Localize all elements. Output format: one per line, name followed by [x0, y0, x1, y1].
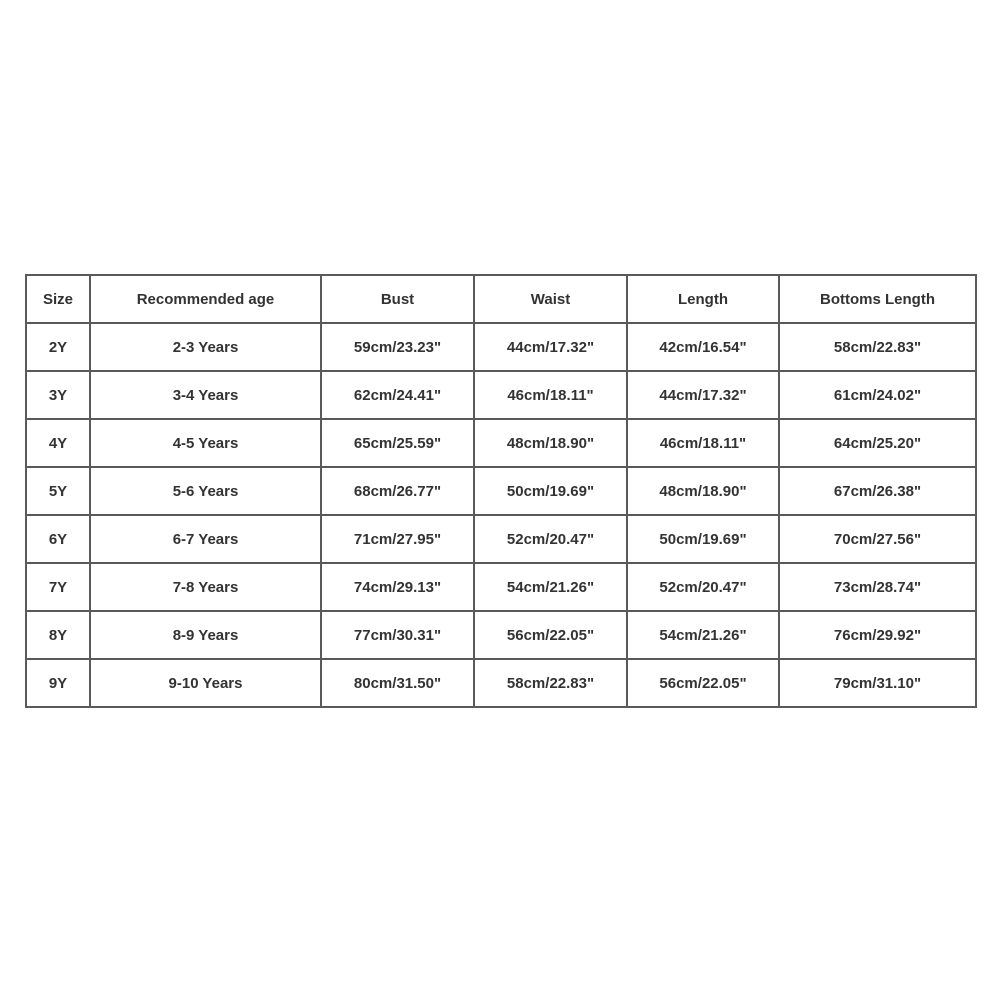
header-bust: Bust [321, 275, 474, 323]
cell-bottoms-length: 76cm/29.92" [779, 611, 976, 659]
cell-bottoms-length: 79cm/31.10" [779, 659, 976, 707]
table-row [26, 467, 976, 515]
cell-recommended-age: 3-4 Years [90, 371, 321, 419]
cell-bottoms-length: 64cm/25.20" [779, 419, 976, 467]
cell-recommended-age: 4-5 Years [90, 419, 321, 467]
size-chart-table [25, 274, 977, 708]
cell-bottoms-length: 67cm/26.38" [779, 467, 976, 515]
cell-bottoms-length: 73cm/28.74" [779, 563, 976, 611]
cell-waist: 54cm/21.26" [474, 563, 627, 611]
cell-size: 5Y [26, 467, 90, 515]
cell-length: 44cm/17.32" [627, 371, 779, 419]
table-row [26, 371, 976, 419]
cell-length: 56cm/22.05" [627, 659, 779, 707]
cell-waist: 50cm/19.69" [474, 467, 627, 515]
cell-bust: 68cm/26.77" [321, 467, 474, 515]
cell-size: 3Y [26, 371, 90, 419]
cell-bust: 71cm/27.95" [321, 515, 474, 563]
cell-length: 42cm/16.54" [627, 323, 779, 371]
table-row [26, 419, 976, 467]
header-recommended-age: Recommended age [90, 275, 321, 323]
cell-waist: 44cm/17.32" [474, 323, 627, 371]
cell-recommended-age: 7-8 Years [90, 563, 321, 611]
table-row [26, 563, 976, 611]
cell-length: 48cm/18.90" [627, 467, 779, 515]
cell-bust: 77cm/30.31" [321, 611, 474, 659]
cell-size: 6Y [26, 515, 90, 563]
cell-length: 54cm/21.26" [627, 611, 779, 659]
cell-bust: 59cm/23.23" [321, 323, 474, 371]
cell-bottoms-length: 58cm/22.83" [779, 323, 976, 371]
cell-bust: 80cm/31.50" [321, 659, 474, 707]
cell-bust: 74cm/29.13" [321, 563, 474, 611]
header-bottoms-length: Bottoms Length [779, 275, 976, 323]
cell-recommended-age: 9-10 Years [90, 659, 321, 707]
cell-size: 9Y [26, 659, 90, 707]
header-row [26, 275, 976, 323]
table-row [26, 611, 976, 659]
cell-waist: 52cm/20.47" [474, 515, 627, 563]
cell-recommended-age: 5-6 Years [90, 467, 321, 515]
header-size: Size [26, 275, 90, 323]
cell-waist: 48cm/18.90" [474, 419, 627, 467]
cell-size: 2Y [26, 323, 90, 371]
table-row [26, 323, 976, 371]
cell-waist: 46cm/18.11" [474, 371, 627, 419]
cell-length: 46cm/18.11" [627, 419, 779, 467]
cell-waist: 56cm/22.05" [474, 611, 627, 659]
cell-size: 8Y [26, 611, 90, 659]
cell-bust: 65cm/25.59" [321, 419, 474, 467]
cell-recommended-age: 8-9 Years [90, 611, 321, 659]
cell-length: 52cm/20.47" [627, 563, 779, 611]
header-length: Length [627, 275, 779, 323]
cell-size: 4Y [26, 419, 90, 467]
cell-bottoms-length: 61cm/24.02" [779, 371, 976, 419]
header-waist: Waist [474, 275, 627, 323]
cell-bust: 62cm/24.41" [321, 371, 474, 419]
table-row [26, 515, 976, 563]
cell-bottoms-length: 70cm/27.56" [779, 515, 976, 563]
cell-length: 50cm/19.69" [627, 515, 779, 563]
cell-waist: 58cm/22.83" [474, 659, 627, 707]
table-row [26, 659, 976, 707]
cell-recommended-age: 2-3 Years [90, 323, 321, 371]
cell-recommended-age: 6-7 Years [90, 515, 321, 563]
cell-size: 7Y [26, 563, 90, 611]
